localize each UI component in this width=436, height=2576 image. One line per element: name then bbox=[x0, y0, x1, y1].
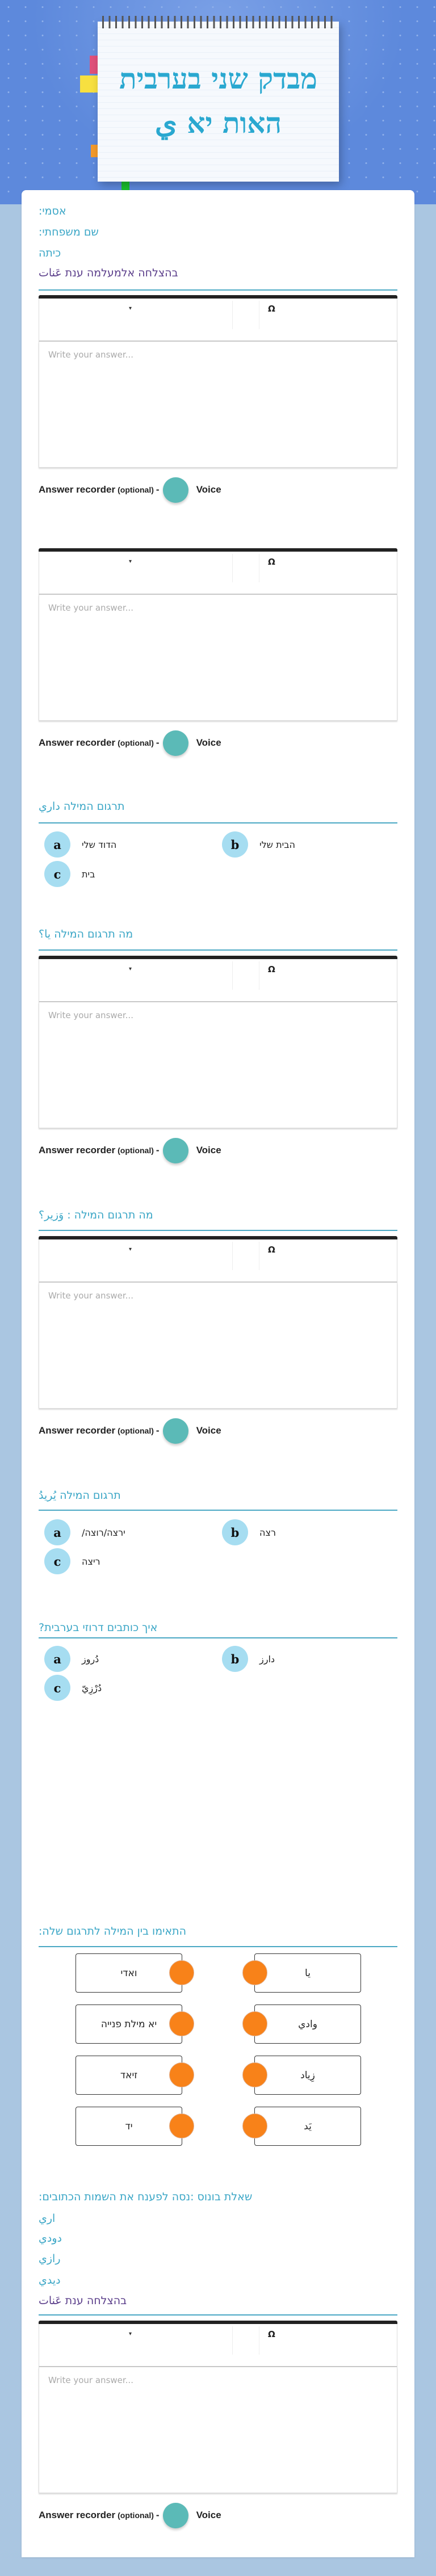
option-text: دُروز bbox=[82, 1653, 99, 1665]
recorder-dash: - bbox=[156, 2510, 160, 2520]
notebook-tab-green bbox=[121, 182, 129, 191]
section-divider bbox=[39, 1946, 397, 1947]
recorder-optional: (optional) bbox=[118, 485, 154, 494]
option-letter-badge: a bbox=[44, 1646, 70, 1672]
toolbar-separator bbox=[232, 301, 233, 329]
option-text: دارز bbox=[259, 1653, 275, 1665]
match-connector-left[interactable] bbox=[169, 2011, 194, 2036]
voice-record-button[interactable] bbox=[163, 730, 188, 756]
format-dropdown-icon[interactable]: ▾ bbox=[129, 2331, 132, 2337]
voice-label: Voice bbox=[196, 2510, 221, 2520]
bonus-line: בהצלחה ענת عَنات bbox=[39, 2295, 127, 2307]
option-letter-badge: a bbox=[44, 831, 70, 858]
match-left-item[interactable]: זיאד bbox=[76, 2056, 182, 2095]
match-right-item[interactable]: زِياد bbox=[254, 2056, 361, 2095]
option-letter-badge: c bbox=[44, 1548, 70, 1574]
match-connector-right[interactable] bbox=[242, 2011, 267, 2036]
match-connector-left[interactable] bbox=[169, 2113, 194, 2138]
answer-textarea[interactable]: Write your answer... bbox=[39, 595, 397, 721]
option-text: ירצה/רוצה/ bbox=[82, 1527, 125, 1538]
question-title: מה תרגום המילה يا؟ bbox=[39, 928, 133, 940]
recorder-optional: (optional) bbox=[118, 1426, 154, 1435]
answer-recorder bbox=[39, 478, 221, 501]
section-divider bbox=[39, 822, 397, 823]
recorder-dash: - bbox=[156, 1425, 160, 1436]
answer-textarea[interactable]: Write your answer... bbox=[39, 2367, 397, 2493]
rich-text-editor bbox=[39, 295, 397, 469]
special-character-button[interactable]: Ω bbox=[268, 1245, 275, 1255]
toolbar-separator bbox=[232, 554, 233, 582]
voice-record-button[interactable] bbox=[163, 1138, 188, 1163]
editor-toolbar bbox=[39, 2324, 397, 2367]
special-character-button[interactable]: Ω bbox=[268, 964, 275, 974]
toolbar-separator bbox=[232, 2326, 233, 2355]
recorder-dash: - bbox=[156, 737, 160, 748]
rich-text-editor bbox=[39, 956, 397, 1129]
option-letter-badge: b bbox=[222, 1646, 248, 1672]
editor-toolbar bbox=[39, 1239, 397, 1283]
bonus-line: שאלת בונוס :נסה לפענח את השמות הכתובים: bbox=[39, 2191, 253, 2203]
voice-label: Voice bbox=[196, 484, 221, 495]
match-connector-left[interactable] bbox=[169, 1960, 194, 1985]
answer-textarea[interactable]: Write your answer... bbox=[39, 342, 397, 468]
voice-label: Voice bbox=[196, 737, 221, 748]
question-title: התאימו בין המילה לתרגום שלה: bbox=[39, 1925, 186, 1938]
question-title: איך כותבים דרוזי בערבית? bbox=[39, 1621, 158, 1634]
format-dropdown-icon[interactable]: ▾ bbox=[129, 1246, 132, 1253]
special-character-button[interactable]: Ω bbox=[268, 557, 275, 567]
option-letter-badge: c bbox=[44, 861, 70, 887]
voice-record-button[interactable] bbox=[163, 2503, 188, 2528]
answer-option-c[interactable] bbox=[44, 1548, 100, 1574]
option-text: ריצה bbox=[82, 1556, 100, 1567]
answer-recorder bbox=[39, 1139, 221, 1162]
voice-record-button[interactable] bbox=[163, 1418, 188, 1444]
intro-line: אסמי: bbox=[39, 205, 66, 217]
voice-record-button[interactable] bbox=[163, 477, 188, 503]
answer-option-a[interactable] bbox=[44, 1646, 99, 1672]
match-left-item[interactable]: יא מילת פנייה bbox=[76, 2005, 182, 2044]
format-dropdown-icon[interactable]: ▾ bbox=[129, 966, 132, 972]
answer-option-c[interactable] bbox=[44, 1675, 102, 1701]
section-divider bbox=[39, 2314, 397, 2316]
match-right-item[interactable]: يا bbox=[254, 1953, 361, 1993]
bonus-line: رازي bbox=[39, 2253, 61, 2265]
match-right-item[interactable]: وادي bbox=[254, 2005, 361, 2044]
recorder-label: Answer recorder bbox=[39, 1425, 116, 1436]
recorder-dash: - bbox=[156, 1145, 160, 1155]
option-text: הבית שלי bbox=[259, 839, 295, 850]
toolbar-separator bbox=[232, 961, 233, 990]
recorder-optional: (optional) bbox=[118, 2511, 154, 2520]
intro-line: בהצלחה אלמעלמה ענת عَنات bbox=[39, 267, 178, 279]
recorder-label: Answer recorder bbox=[39, 737, 116, 748]
answer-textarea[interactable]: Write your answer... bbox=[39, 1283, 397, 1409]
answer-option-b[interactable] bbox=[222, 1646, 275, 1672]
recorder-optional: (optional) bbox=[118, 1146, 154, 1155]
section-divider bbox=[39, 1230, 397, 1231]
option-letter-badge: a bbox=[44, 1519, 70, 1545]
voice-label: Voice bbox=[196, 1145, 221, 1155]
option-text: רצה bbox=[259, 1527, 276, 1538]
recorder-label: Answer recorder bbox=[39, 484, 116, 495]
title-line-2: האות יא ي bbox=[154, 106, 282, 140]
match-left-item[interactable]: ואדי bbox=[76, 1953, 182, 1993]
recorder-dash: - bbox=[156, 484, 160, 495]
bonus-line: اري bbox=[39, 2212, 56, 2225]
option-text: בית bbox=[82, 868, 95, 880]
rich-text-editor bbox=[39, 1236, 397, 1410]
answer-recorder bbox=[39, 732, 221, 754]
option-text: הדוד שלי bbox=[82, 839, 117, 850]
match-left-item[interactable]: יד bbox=[76, 2107, 182, 2146]
match-right-item[interactable]: يَد bbox=[254, 2107, 361, 2146]
answer-recorder bbox=[39, 1419, 221, 1442]
editor-toolbar bbox=[39, 299, 397, 342]
editor-toolbar bbox=[39, 959, 397, 1002]
title-line-1: מבדק שני בערבית bbox=[119, 62, 317, 95]
answer-option-a[interactable] bbox=[44, 1519, 125, 1545]
bonus-line: ديدي bbox=[39, 2274, 61, 2287]
editor-toolbar bbox=[39, 552, 397, 595]
notebook-rings bbox=[102, 16, 334, 28]
answer-recorder bbox=[39, 2504, 221, 2527]
recorder-label: Answer recorder bbox=[39, 1145, 116, 1155]
section-divider bbox=[39, 289, 397, 291]
page-title bbox=[98, 57, 339, 145]
question-title: תרגום המילה يُريدُ bbox=[39, 1489, 121, 1502]
option-letter-badge: b bbox=[222, 831, 248, 858]
match-connector-right[interactable] bbox=[242, 2113, 267, 2138]
intro-line: כיתה bbox=[39, 247, 61, 259]
recorder-optional: (optional) bbox=[118, 738, 154, 747]
match-connector-right[interactable] bbox=[242, 2062, 267, 2087]
rich-text-editor bbox=[39, 2321, 397, 2494]
answer-option-c[interactable] bbox=[44, 861, 95, 887]
notebook-tab-pink bbox=[90, 56, 98, 74]
rich-text-editor bbox=[39, 548, 397, 722]
bonus-line: دودي bbox=[39, 2232, 62, 2245]
match-connector-left[interactable] bbox=[169, 2062, 194, 2087]
special-character-button[interactable]: Ω bbox=[268, 304, 275, 314]
answer-option-b[interactable] bbox=[222, 1519, 276, 1545]
format-dropdown-icon[interactable]: ▾ bbox=[129, 558, 132, 565]
special-character-button[interactable]: Ω bbox=[268, 2329, 275, 2339]
intro-line: שם משפחתי: bbox=[39, 226, 99, 238]
option-letter-badge: b bbox=[222, 1519, 248, 1545]
answer-option-b[interactable] bbox=[222, 831, 295, 858]
answer-textarea[interactable]: Write your answer... bbox=[39, 1002, 397, 1128]
section-divider bbox=[39, 1510, 397, 1511]
question-title: תרגום המילה داري bbox=[39, 800, 125, 813]
section-divider bbox=[39, 949, 397, 951]
match-connector-right[interactable] bbox=[242, 1960, 267, 1985]
voice-label: Voice bbox=[196, 1425, 221, 1436]
format-dropdown-icon[interactable]: ▾ bbox=[129, 305, 132, 312]
question-title: מה תרגום המילה : وَزير؟ bbox=[39, 1209, 153, 1221]
toolbar-separator bbox=[232, 1242, 233, 1270]
answer-option-a[interactable] bbox=[44, 831, 116, 858]
option-text: دُرْزِيّ bbox=[82, 1682, 102, 1693]
notebook-tab-yellow bbox=[80, 75, 98, 93]
recorder-label: Answer recorder bbox=[39, 2510, 116, 2520]
section-divider bbox=[39, 1637, 397, 1638]
option-letter-badge: c bbox=[44, 1675, 70, 1701]
